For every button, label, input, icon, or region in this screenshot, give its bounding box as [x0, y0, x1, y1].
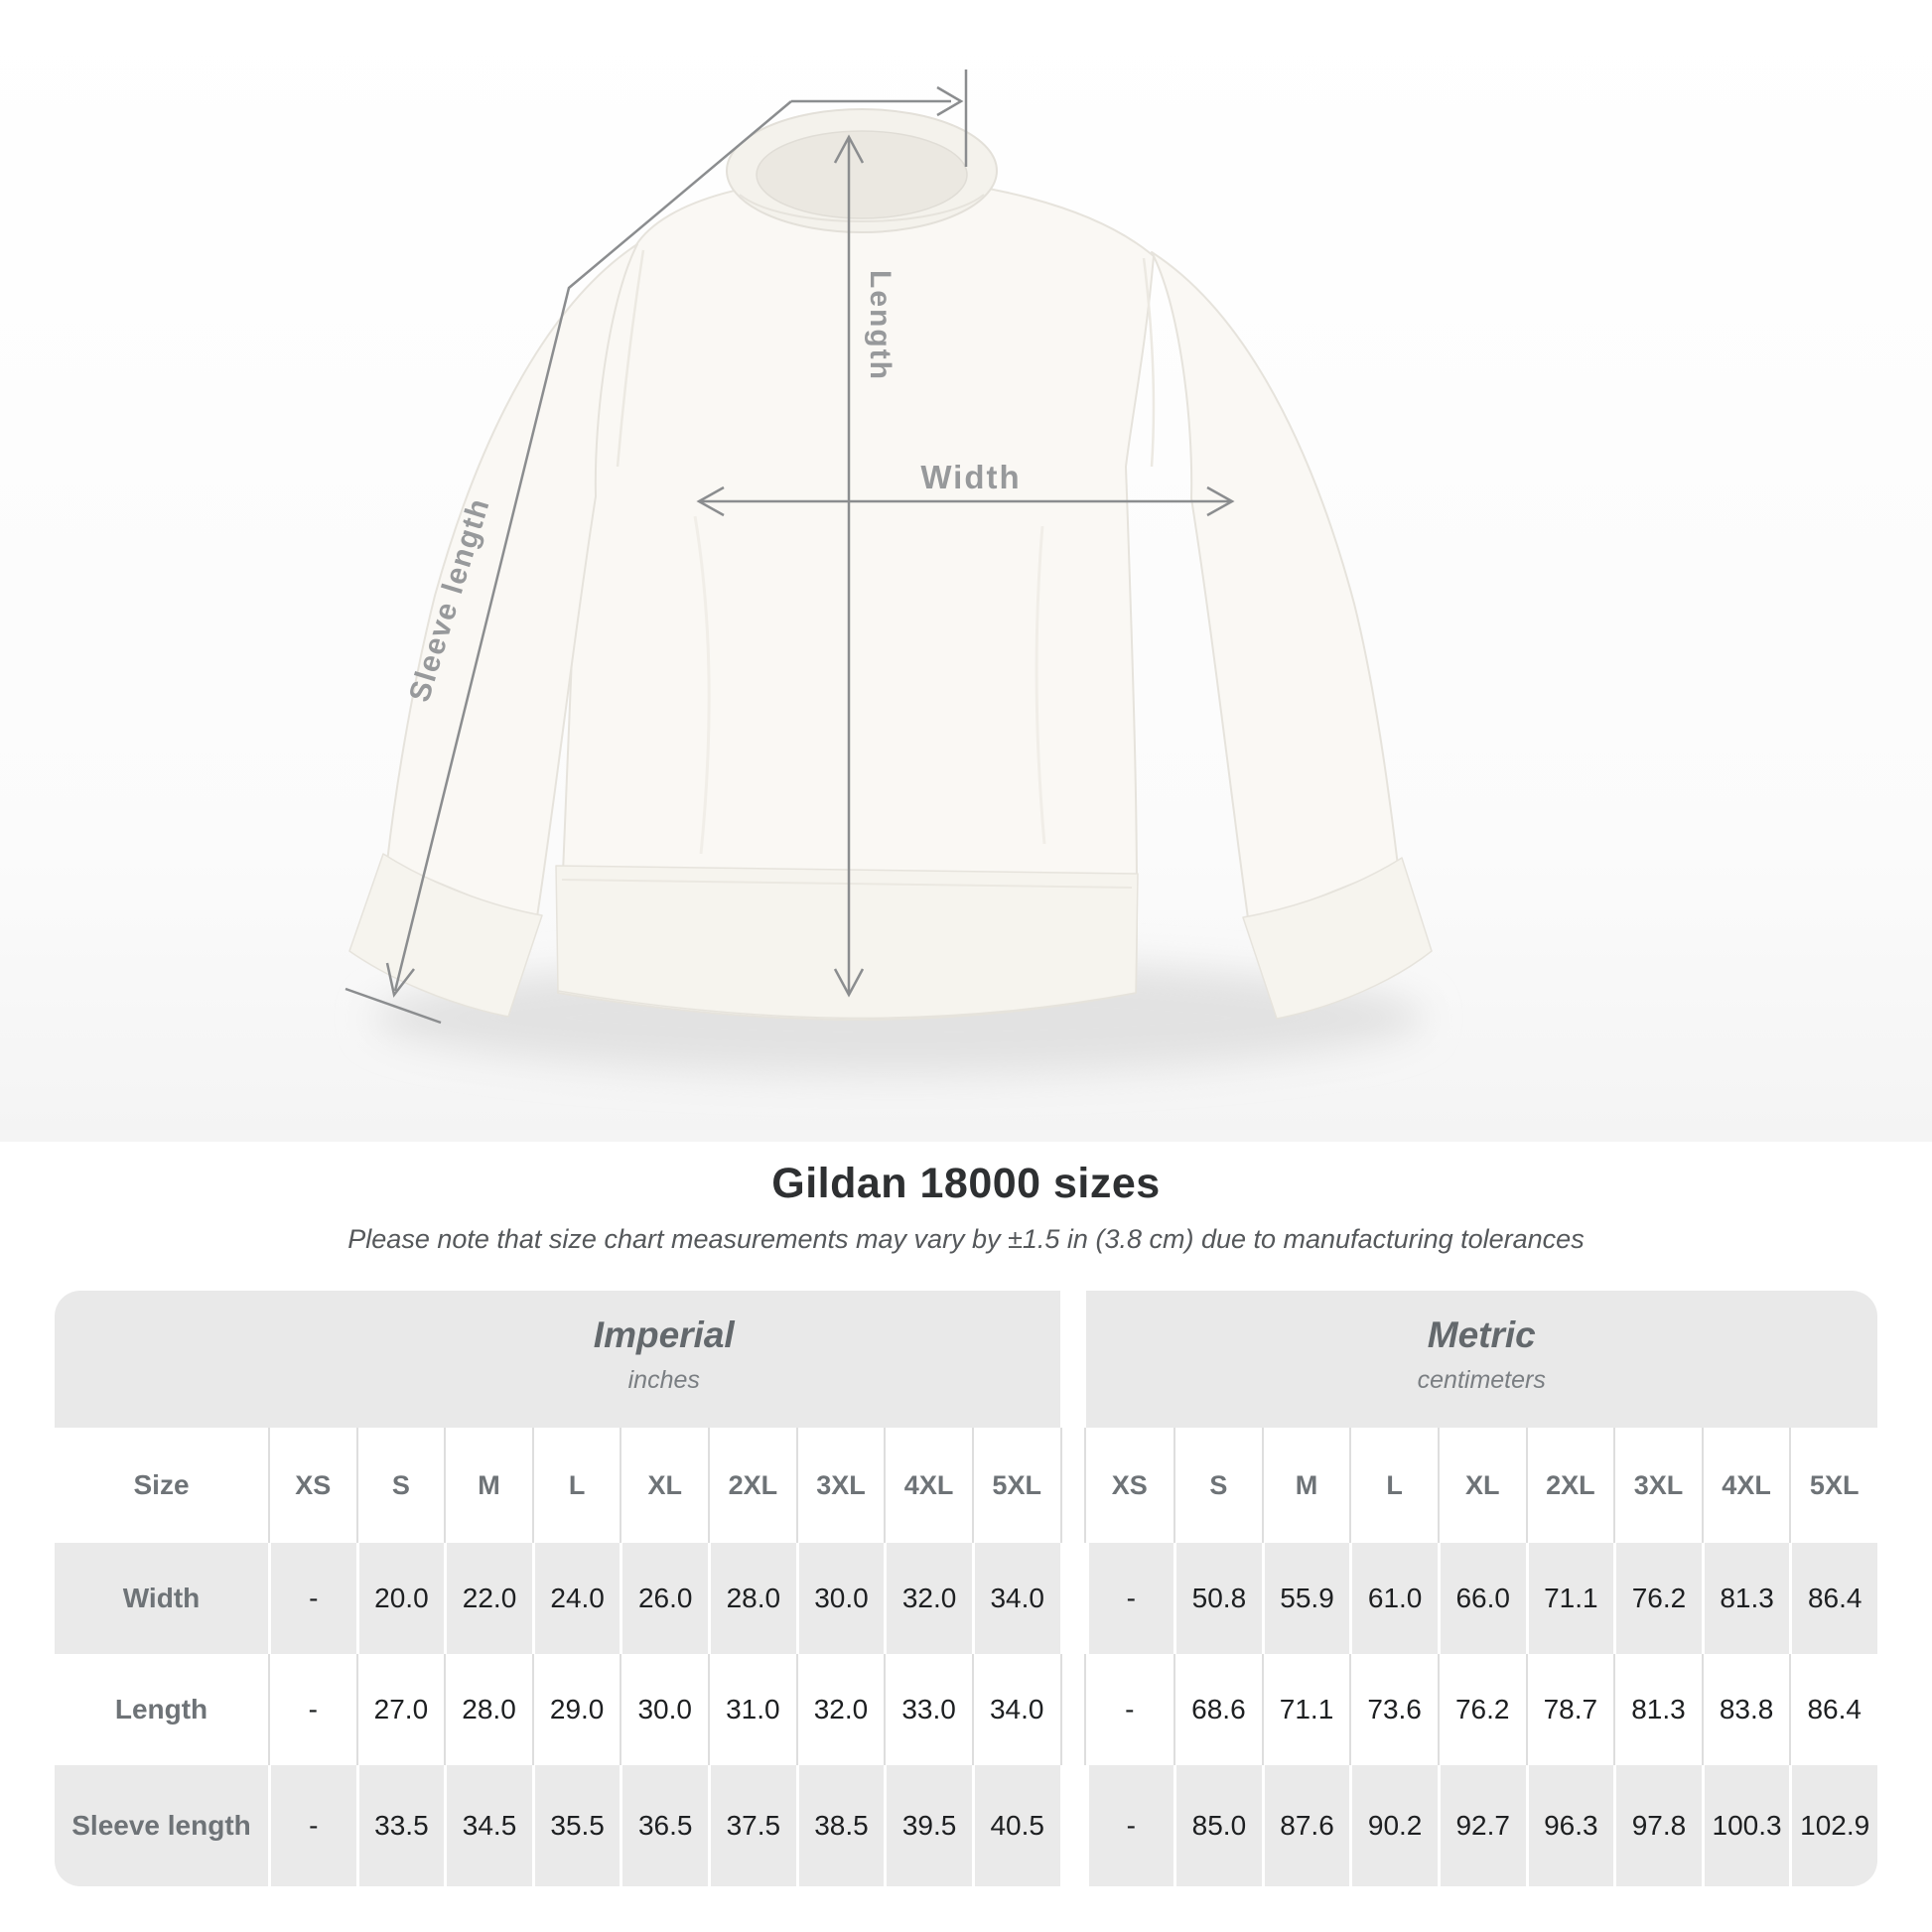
table-cell: -: [268, 1543, 356, 1654]
table-cell: 102.9: [1789, 1765, 1877, 1886]
table-row: [55, 1543, 1877, 1654]
table-cell: 86.4: [1789, 1543, 1877, 1654]
table-cell: 30.0: [796, 1543, 885, 1654]
table-cell: 39.5: [884, 1765, 972, 1886]
group-gap: [1060, 1428, 1086, 1543]
table-cell: 28.0: [708, 1543, 796, 1654]
table-cell: 2XL: [1526, 1428, 1614, 1543]
table-cell: 78.7: [1526, 1654, 1614, 1765]
table-cell: 27.0: [356, 1654, 445, 1765]
table-cell: 4XL: [1702, 1428, 1790, 1543]
table-cell: 29.0: [532, 1654, 621, 1765]
sleeve-length-label: Sleeve length: [403, 493, 496, 706]
table-cell: 83.8: [1702, 1654, 1790, 1765]
table-cell: 28.0: [444, 1654, 532, 1765]
collar-opening: [757, 131, 967, 218]
table-cell: 40.5: [972, 1765, 1060, 1886]
table-cell: 34.5: [444, 1765, 532, 1886]
table-cell: 61.0: [1349, 1543, 1438, 1654]
row-label: Width: [55, 1543, 268, 1654]
row-label: Length: [114, 1694, 208, 1725]
table-cell: 4XL: [884, 1428, 972, 1543]
width-label: Width: [920, 459, 1022, 495]
table-cell: XL: [1438, 1428, 1526, 1543]
table-cell: 32.0: [796, 1654, 885, 1765]
table-cell: 71.1: [1262, 1654, 1350, 1765]
table-row: [55, 1765, 1877, 1886]
imperial-title: Imperial: [593, 1314, 735, 1355]
table-cell: 35.5: [532, 1765, 621, 1886]
table-cell: -: [1086, 1765, 1174, 1886]
table-cell: 22.0: [444, 1543, 532, 1654]
table-cell: XS: [1111, 1469, 1148, 1500]
metric-group-header: [1086, 1291, 1878, 1428]
table-body: [55, 1428, 1877, 1886]
table-cell: M: [444, 1428, 532, 1543]
metric-title: Metric: [1427, 1314, 1536, 1355]
length-label: Length: [864, 270, 897, 381]
table-cell: 34.0: [972, 1654, 1060, 1765]
hem-band: [556, 866, 1138, 1018]
table-cell: 90.2: [1349, 1765, 1438, 1886]
table-cell: 76.2: [1613, 1543, 1702, 1654]
table-cell: 32.0: [884, 1543, 972, 1654]
table-cell: 33.5: [356, 1765, 445, 1886]
table-cell: L: [1349, 1428, 1438, 1543]
imperial-group-header: [268, 1291, 1060, 1428]
size-table: [55, 1291, 1877, 1886]
unit-group-header-row: [55, 1291, 1877, 1428]
table-cell: 87.6: [1262, 1765, 1350, 1886]
table-cell: 3XL: [1613, 1428, 1702, 1543]
table-cell: 81.3: [1613, 1654, 1702, 1765]
table-cell: 3XL: [796, 1428, 885, 1543]
table-cell: M: [1262, 1428, 1350, 1543]
table-cell: 92.7: [1438, 1765, 1526, 1886]
table-cell: 36.5: [620, 1765, 708, 1886]
table-cell: 76.2: [1438, 1654, 1526, 1765]
table-cell: 81.3: [1702, 1543, 1790, 1654]
table-cell: S: [356, 1428, 445, 1543]
table-cell: 96.3: [1526, 1765, 1614, 1886]
table-cell: 86.4: [1789, 1654, 1877, 1765]
imperial-subtitle: inches: [627, 1366, 700, 1394]
table-cell: 2XL: [708, 1428, 796, 1543]
group-gap: [1060, 1765, 1086, 1886]
table-cell: 66.0: [1438, 1543, 1526, 1654]
table-cell: -: [1086, 1543, 1174, 1654]
table-cell: 73.6: [1349, 1654, 1438, 1765]
tolerance-note: Please note that size chart measurements may vary by ±1.5 in (3.8 cm) due to manufacturing tolerances: [347, 1224, 1585, 1254]
table-cell: -: [268, 1654, 356, 1765]
table-cell: 33.0: [884, 1654, 972, 1765]
table-cell: 5XL: [1789, 1428, 1877, 1543]
table-cell: L: [532, 1428, 621, 1543]
table-cell: 55.9: [1262, 1543, 1350, 1654]
table-cell: XS: [268, 1428, 356, 1543]
page-title: Gildan 18000 sizes: [771, 1160, 1161, 1207]
table-cell: 85.0: [1173, 1765, 1262, 1886]
table-cell: 68.6: [1173, 1654, 1262, 1765]
metric-subtitle: centimeters: [1417, 1366, 1546, 1394]
size-header-row: [55, 1428, 1877, 1543]
table-row: [55, 1654, 1877, 1765]
table-cell: 38.5: [796, 1765, 885, 1886]
table-cell: 100.3: [1702, 1765, 1790, 1886]
table-cell: 71.1: [1526, 1543, 1614, 1654]
table-cell: 30.0: [620, 1654, 708, 1765]
row-label: Size: [133, 1469, 190, 1500]
row-label: Sleeve length: [55, 1765, 268, 1886]
table-cell: S: [1173, 1428, 1262, 1543]
table-corner: [55, 1291, 268, 1428]
group-gap: [1060, 1654, 1086, 1765]
table-cell: 50.8: [1173, 1543, 1262, 1654]
table-cell: 34.0: [972, 1543, 1060, 1654]
group-gap: [1060, 1543, 1086, 1654]
table-cell: 37.5: [708, 1765, 796, 1886]
table-cell: -: [268, 1765, 356, 1886]
table-cell: 5XL: [972, 1428, 1060, 1543]
table-cell: -: [1125, 1694, 1135, 1725]
table-cell: 97.8: [1613, 1765, 1702, 1886]
table-cell: 20.0: [356, 1543, 445, 1654]
table-cell: 31.0: [708, 1654, 796, 1765]
table-cell: 24.0: [532, 1543, 621, 1654]
group-divider: [1060, 1291, 1086, 1428]
table-cell: XL: [620, 1428, 708, 1543]
table-cell: 26.0: [620, 1543, 708, 1654]
